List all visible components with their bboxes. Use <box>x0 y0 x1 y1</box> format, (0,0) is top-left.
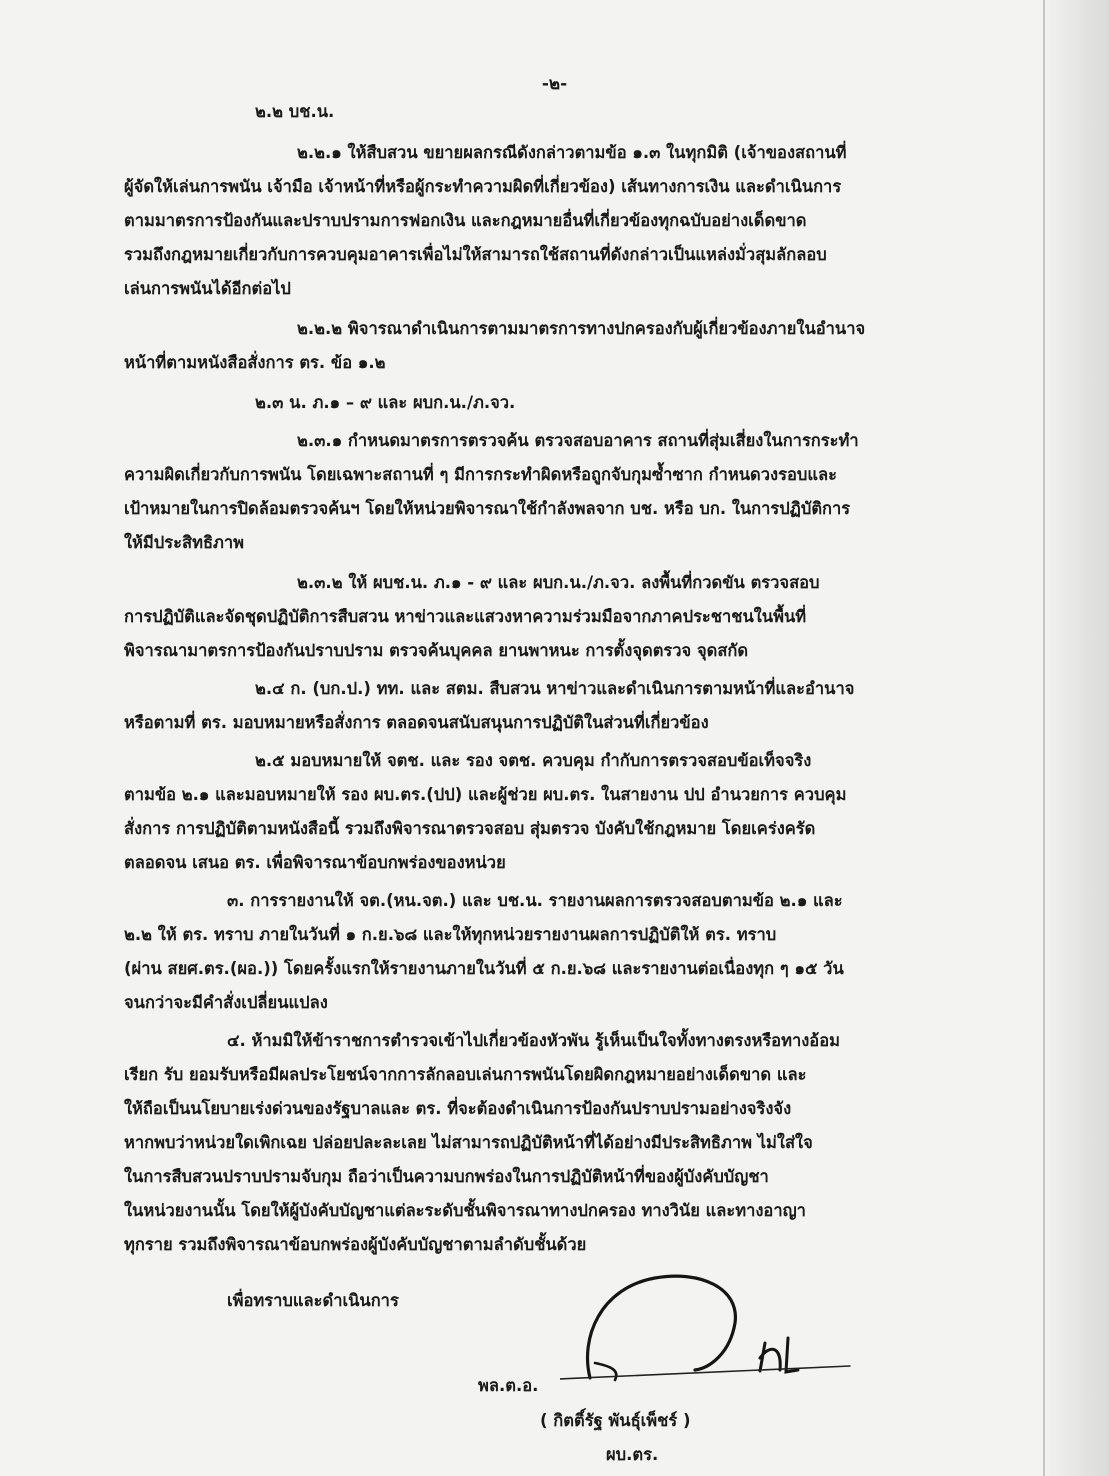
paragraph-line: เป้าหมายในการปิดล้อมตรวจค้นฯ โดยให้หน่วยพิจารณาใช้กำลังพลจาก บช. หรือ บก. ในการปฏิบัติการ <box>124 499 851 518</box>
handwritten-signature <box>560 1258 860 1398</box>
paragraph-line: หากพบว่าหน่วยใดเพิกเฉย ปล่อยปละละเลย ไม่สามารถปฏิบัติหน้าที่ได้อย่างมีประสิทธิภาพ ไม่ใส่ใจ <box>124 1133 813 1152</box>
paragraph-line: ๓. การรายงานให้ จต.(หน.จต.) และ บช.น. รายงานผลการตรวจสอบตามข้อ ๒.๑ และ <box>227 891 843 910</box>
page-edge-line <box>1043 0 1045 1476</box>
paragraph-line: ๒.๔ ก. (บก.ป.) ทท. และ สตม. สืบสวน หาข่าวและดำเนินการตามหน้าที่และอำนาจ <box>255 679 855 698</box>
paragraph-line: ๒.๓.๑ กำหนดมาตรการตรวจค้น ตรวจสอบอาคาร สถานที่สุ่มเสี่ยงในการกระทำ <box>297 431 859 450</box>
paragraph-line: ตามข้อ ๒.๑ และมอบหมายให้ รอง ผบ.ตร.(ปป) และผู้ช่วย ผบ.ตร. ในสายงาน ปป อำนวยการ ควบคุม <box>124 785 847 804</box>
paragraph-line: จนกว่าจะมีคำสั่งเปลี่ยนแปลง <box>124 993 328 1012</box>
signatory-rank: พล.ต.อ. <box>478 1376 539 1395</box>
paragraph-line: ๒.๕ มอบหมายให้ จตช. และ รอง จตช. ควบคุม กำกับการตรวจสอบข้อเท็จจริง <box>255 751 812 770</box>
paragraph-line: ๒.๓.๒ ให้ ผบช.น. ภ.๑ - ๙ และ ผบก.น./ภ.จว. ลงพื้นที่กวดขัน ตรวจสอบ <box>297 573 820 592</box>
section-heading: ๒.๓ น. ภ.๑ – ๙ และ ผบก.น./ภ.จว. <box>255 393 516 412</box>
paragraph-line: ๒.๒ ให้ ตร. ทราบ ภายในวันที่ ๑ ก.ย.๖๘ และให้ทุกหน่วยรายงานผลการปฏิบัติให้ ตร. ทราบ <box>124 925 777 944</box>
paragraph-line: รวมถึงกฎหมายเกี่ยวกับการควบคุมอาคารเพื่อไม่ให้สามารถใช้สถานที่ดังกล่าวเป็นแหล่งมั่วสุมลักลอบ <box>124 245 827 264</box>
page-edge-shadow <box>1039 0 1109 1476</box>
paragraph-line: สั่งการ การปฏิบัติตามหนังสือนี้ รวมถึงพิจารณาตรวจสอบ สุ่มตรวจ บังคับใช้กฎหมาย โดยเคร่งครัด <box>124 819 816 838</box>
paragraph-line: ผู้จัดให้เล่นการพนัน เจ้ามือ เจ้าหน้าที่หรือผู้กระทำความผิดที่เกี่ยวข้อง) เส้นทางการเงิน และดำเนินการ <box>124 177 842 196</box>
paragraph-line: พิจารณามาตรการป้องกันปราบปราม ตรวจค้นบุคคล ยานพาหนะ การตั้งจุดตรวจ จุดสกัด <box>124 641 749 660</box>
paragraph-line: ทุกราย รวมถึงพิจารณาข้อบกพร่องผู้บังคับบัญชาตามลำดับชั้นด้วย <box>124 1235 587 1254</box>
paragraph-line: (ผ่าน สยศ.ตร.(ผอ.)) โดยครั้งแรกให้รายงานภายในวันที่ ๕ ก.ย.๖๘ และรายงานต่อเนื่องทุก ๆ ๑๕ วัน <box>124 959 844 978</box>
closing-line: เพื่อทราบและดำเนินการ <box>227 1291 399 1310</box>
paragraph-line: ในการสืบสวนปราบปรามจับกุม ถือว่าเป็นความบกพร่องในการปฏิบัติหน้าที่ของผู้บังคับบัญชา <box>124 1167 769 1186</box>
page-number: -๒- <box>541 74 568 94</box>
signatory-position: ผบ.ตร. <box>606 1445 659 1464</box>
paragraph-line: ๒.๒.๑ ให้สืบสวน ขยายผลกรณีดังกล่าวตามข้อ ๑.๓ ในทุกมิติ (เจ้าของสถานที่ <box>297 143 847 162</box>
paragraph-line: ๔. ห้ามมิให้ข้าราชการตำรวจเข้าไปเกี่ยวข้องหัวพัน รู้เห็นเป็นใจทั้งทางตรงหรือทางอ้อม <box>227 1031 840 1050</box>
paragraph-line: ในหน่วยงานนั้น โดยให้ผู้บังคับบัญชาแต่ละระดับชั้นพิจารณาทางปกครอง ทางวินัย และทางอาญา <box>124 1201 806 1220</box>
paragraph-line: หน้าที่ตามหนังสือสั่งการ ตร. ข้อ ๑.๒ <box>124 353 386 372</box>
paragraph-line: ความผิดเกี่ยวกับการพนัน โดยเฉพาะสถานที่ ๆ มีการกระทำผิดหรือถูกจับกุมซ้ำซาก กำหนดวงรอบและ <box>124 465 837 484</box>
paragraph-line: ให้มีประสิทธิภาพ <box>124 533 245 552</box>
paragraph-line: การปฏิบัติและจัดชุดปฏิบัติการสืบสวน หาข่าวและแสวงหาความร่วมมือจากภาคประชาชนในพื้นที่ <box>124 607 807 626</box>
paragraph-line: ตลอดจน เสนอ ตร. เพื่อพิจารณาข้อบกพร่องของหน่วย <box>124 853 506 872</box>
paragraph-line: ๒.๒.๒ พิจารณาดำเนินการตามมาตรการทางปกครองกับผู้เกี่ยวข้องภายในอำนาจ <box>297 319 866 338</box>
signatory-name: ( กิตติ์รัฐ พันธุ์เพ็ชร์ ) <box>540 1411 691 1430</box>
paragraph-line: เล่นการพนันได้อีกต่อไป <box>124 279 291 298</box>
section-heading: ๒.๒ บช.น. <box>255 102 335 121</box>
paragraph-line: ตามมาตรการป้องกันและปราบปรามการฟอกเงิน และกฎหมายอื่นที่เกี่ยวข้องทุกฉบับอย่างเด็ดขาด <box>124 211 807 230</box>
paragraph-line: เรียก รับ ยอมรับหรือมีผลประโยชน์จากการลักลอบเล่นการพนันโดยผิดกฎหมายอย่างเด็ดขาด และ <box>124 1065 807 1084</box>
paragraph-line: ให้ถือเป็นนโยบายเร่งด่วนของรัฐบาลและ ตร. ที่จะต้องดำเนินการป้องกันปราบปรามอย่างจริงจัง <box>124 1099 792 1118</box>
paragraph-line: หรือตามที่ ตร. มอบหมายหรือสั่งการ ตลอดจนสนับสนุนการปฏิบัติในส่วนที่เกี่ยวข้อง <box>124 713 709 732</box>
